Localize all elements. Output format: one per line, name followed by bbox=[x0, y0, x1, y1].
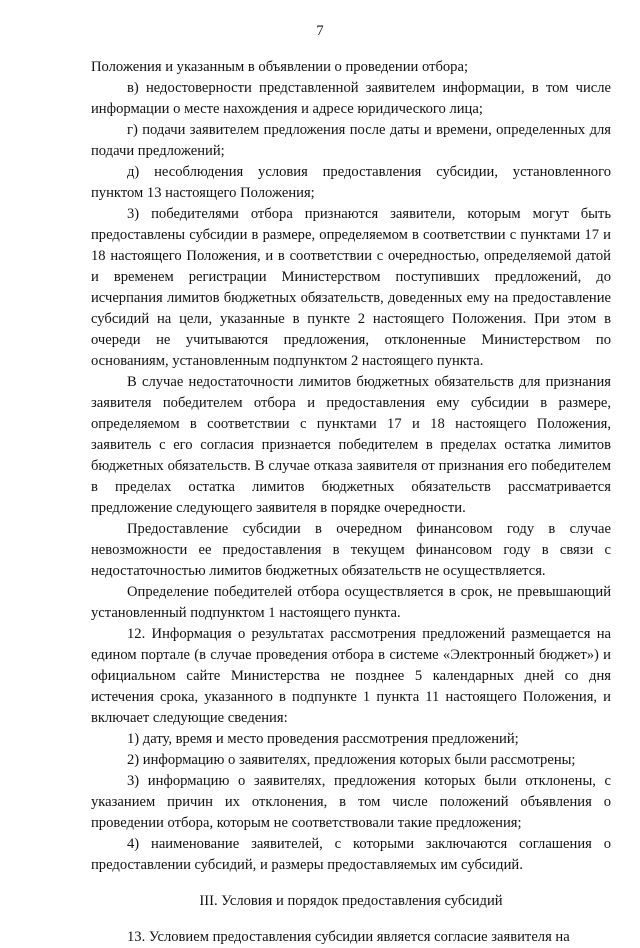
paragraph-item-g: г) подачи заявителем предложения после даты и времени, определенных для подачи предложений; bbox=[91, 122, 611, 159]
paragraph-insufficient-limits: В случае недостаточности лимитов бюджетных обязательств для признания заявителя победителем отбора и предоставления ему субсидии в размере, определяемом в соответствии с пунктами 17 и 18 настоящего Положения, заявитель с его согласия признается победителем в пределах остатка лимитов бюджетных обязательств. В случае отказа заявителя от признания его победителем в пределах остатка лимитов бюджетных обязательств рассматривается предложение следующего заявителя в порядке очередности. bbox=[91, 374, 611, 516]
page-number: 7 bbox=[316, 23, 324, 39]
paragraph-continuation: Положения и указанным в объявлении о проведении отбора; bbox=[91, 59, 469, 75]
paragraph-item-3: 3) победителями отбора признаются заявители, которым могут быть предоставлены субсидии в размере, определяемом в соответствии с пунктами 17 и 18 настоящего Положения, и в соответствии с очередностью, определяемой датой и временем регистрации Министерством поступивших предложений, до исчерпания лимитов бюджетных обязательств, доведенных ему на предоставление субсидий на цели, указанные в пункте 2 настоящего Положения. При этом в очереди не учитываются предложения, отклоненные Министерством по основаниям, установленным подпунктом 2 настоящего пункта. bbox=[91, 206, 611, 369]
paragraph-winner-deadline: Определение победителей отбора осуществляется в срок, не превышающий установленный подпунктом 1 настоящего пункта. bbox=[91, 584, 611, 621]
paragraph-item-13: 13. Условием предоставления субсидии является согласие заявителя на bbox=[127, 929, 570, 945]
paragraph-next-year: Предоставление субсидии в очередном финансовом году в случае невозможности ее предоставления в текущем финансовом году в связи с недостаточностью лимитов бюджетных обязательств не осуществляется. bbox=[91, 521, 611, 579]
paragraph-item-d: д) несоблюдения условия предоставления субсидии, установленного пунктом 13 настоящего Положения; bbox=[91, 164, 611, 201]
paragraph-sub-1: 1) дату, время и место проведения рассмотрения предложений; bbox=[127, 731, 519, 747]
paragraph-item-12: 12. Информация о результатах рассмотрения предложений размещается на едином портале (в случае проведения отбора в системе «Электронный бюджет») и официальном сайте Министерства не позднее 5 календарных дней со дня истечения срока, указанного в подпункте 1 пункта 11 настоящего Положения, и включает следующие сведения: bbox=[91, 626, 611, 726]
section-heading: III. Условия и порядок предоставления субсидий bbox=[199, 893, 503, 909]
document-body bbox=[91, 57, 611, 948]
paragraph-sub-2: 2) информацию о заявителях, предложения которых были рассмотрены; bbox=[127, 752, 576, 768]
paragraph-item-v: в) недостоверности представленной заявителем информации, в том числе информации о месте нахождения и адресе юридического лица; bbox=[91, 80, 611, 117]
paragraph-sub-4: 4) наименование заявителей, с которыми заключаются соглашения о предоставлении субсидий, и размеры предоставляемых им субсидий. bbox=[91, 836, 611, 873]
paragraph-sub-3: 3) информацию о заявителях, предложения которых были отклонены, с указанием причин их отклонения, в том числе положений объявления о проведении отбора, которым не соответствовали такие предложения; bbox=[91, 773, 611, 831]
